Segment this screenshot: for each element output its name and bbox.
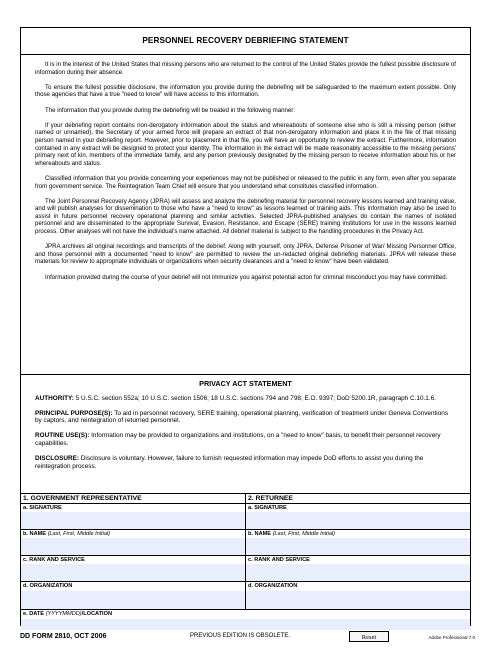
- statement-paragraph: The information that you provide during the debriefing will be treated in the following manner:: [45, 106, 295, 114]
- statement-paragraph: The Joint Personnel Recovery Agency (JPRA) will assess and analyze the debriefing material for personnel recovery lessons learned and training value, and will publish analyses for dissemination to those who have a "need to know" as lessons learned or training aids. This information may also be used to assist in future personnel recovery operational planning and similar activities. Selected JPRA-published analyses do contain the names of isolated personnel and are disseminated to the appropriate Survival, Evasion, Resistance, and Escape (SERE) training institutions for use in the lessons learned process. Other analyses will not have the individual's name attached. All debrief material is subject to the handling procedures in the Privacy Act.: [35, 197, 456, 236]
- gov-signature-label: a. SIGNATURE: [23, 505, 62, 511]
- form-footer: [20, 630, 475, 644]
- gov-rank-input[interactable]: [21, 564, 245, 581]
- date-location-label: [21, 610, 470, 617]
- gov-name-hint: (Last, First, Middle Initial): [47, 531, 111, 537]
- gov-signature-field: [21, 504, 245, 530]
- disclosure-statement: [35, 455, 456, 471]
- government-column: [21, 494, 246, 610]
- disclosure-label: DISCLOSURE:: [35, 454, 80, 462]
- gov-name-field: [21, 530, 245, 556]
- ret-name-label-text: b. NAME: [248, 531, 271, 537]
- statement-body: [21, 55, 470, 375]
- authority-statement: [35, 395, 456, 403]
- gov-org-field: [21, 582, 245, 610]
- gov-name-input[interactable]: [21, 538, 245, 555]
- location-label: /LOCATION: [81, 611, 113, 617]
- form-id: DD FORM 2810, OCT 2006: [20, 633, 107, 640]
- adobe-version: Adobe Professional 7.0: [428, 635, 475, 640]
- routine-text: Information may be provided to organizations and institutions, on a "need to know" basis, to benefit their personnel recovery capabilities.: [35, 432, 441, 447]
- statement-paragraph: Information provided during the course of your debrief will not immunize you against potential acton for criminal misconduct you may have committed.: [45, 273, 448, 281]
- gov-name-label-text: b. NAME: [23, 531, 46, 537]
- statement-paragraph: It is in the interest of the United States that missing persons who are returned to the control of the United States provide the fullest possible disclosure of information during their absence.: [35, 61, 456, 76]
- routine-label: ROUTINE USE(S):: [35, 432, 90, 440]
- ret-signature-input[interactable]: [246, 512, 470, 529]
- statement-paragraph: JPRA archives all original recordings and transcripts of the debrief. Along with yourself, only JPRA, Defense Prisoner of War/ Missing Personnel Office, and those personnel with a documented "need to know" are permitted to review the un-redacted original debriefing materials. JPRA will release these materials for review to appropriate individuals or organizations when security clearances and a "need to know" have been validated.: [35, 243, 456, 266]
- ret-name-input[interactable]: [246, 538, 470, 555]
- reset-button[interactable]: Reset: [349, 631, 389, 642]
- ret-org-field: [246, 582, 470, 610]
- ret-rank-input[interactable]: [246, 564, 470, 581]
- form-container: [20, 27, 471, 626]
- returnee-header: 2. RETURNEE: [246, 494, 470, 504]
- privacy-title: PRIVACY ACT STATEMENT: [199, 379, 292, 388]
- statement-paragraph: To ensure the fullest possible disclosure, the information you provide during the debriefing will be safeguarded to the maximum extent possible. Only those agencies that have a true "need to know" will have access to this information.: [35, 83, 456, 99]
- ret-rank-field: [246, 556, 470, 582]
- gov-rep-header: 1. GOVERNMENT REPRESENTATIVE: [21, 494, 245, 504]
- disclosure-text: Disclosure is voluntary. However, failure to furnish requested information may impede DoD efforts to assist you during the reintegration process.: [35, 454, 424, 470]
- date-location-input[interactable]: [21, 619, 470, 630]
- ret-rank-label: c. RANK AND SERVICE: [248, 557, 310, 563]
- ret-org-label: d. ORGANIZATION: [248, 583, 298, 589]
- obsolete-notice: PREVIOUS EDITION IS OBSOLETE.: [190, 633, 291, 639]
- statement-paragraph: If your debriefing report contains non-derogatory information about the status and whereabouts of someone else who is still a missing person (either named or unnamed), the Secretary of your armed force will prepare an extract of that non-derogatory information and place it in the file of that missing person named in your debriefing report. However, prior to placement in that file, you will have an opportunity to review the extract. Furthermore, information contained in any extract will be designed to protect your identity. The information in the extract will be made reasonably accessible to the missing persons' primary next of kin, members of the immediate family, and any person previously designated by the missing person to receive information about his or her whereabouts and status.: [35, 121, 456, 167]
- date-label: e. DATE: [23, 611, 45, 617]
- ret-org-input[interactable]: [246, 591, 470, 609]
- authority-label: AUTHORITY:: [35, 394, 74, 402]
- routine-use-statement: [35, 432, 456, 448]
- signature-grid: [21, 494, 470, 610]
- authority-text: 5 U.S.C. section 552a; 10 U.S.C. section 1506; 18 U.S.C. sections 794 and 798; E.O. 9397; DoD 5200.1R, paragraph C.10.1.6.: [75, 394, 436, 402]
- purpose-text: To aid in personnel recovery, SERE training, operational planning, verification of treatment under Geneva Conventions by captors, and reintegration of returned personnel.: [35, 409, 449, 425]
- privacy-act-section: [21, 375, 470, 494]
- purpose-label: PRINCIPAL PURPOSE(S):: [35, 409, 113, 417]
- date-hint: (YYYYMMDD): [45, 611, 82, 617]
- ret-signature-field: [246, 504, 470, 530]
- gov-name-label: [21, 530, 245, 537]
- purpose-statement: [35, 410, 456, 426]
- statement-paragraph: Classified information that you provide concerning your experiences may not be published or released to the public in any form, even after you separate from government service. The Reintegration Team Chief will ensure that you understand what constitutes classified information.: [35, 174, 456, 190]
- ret-name-field: [246, 530, 470, 556]
- gov-org-label: d. ORGANIZATION: [23, 583, 73, 589]
- returnee-column: [246, 494, 470, 610]
- ret-name-label: [246, 530, 470, 537]
- gov-org-input[interactable]: [21, 591, 245, 609]
- date-location-field: [21, 610, 470, 630]
- ret-signature-label: a. SIGNATURE: [248, 505, 287, 511]
- form-title: PERSONNEL RECOVERY DEBRIEFING STATEMENT: [21, 28, 470, 55]
- gov-signature-input[interactable]: [21, 512, 245, 529]
- gov-rank-field: [21, 556, 245, 582]
- ret-name-hint: (Last, First, Middle Initial): [272, 531, 336, 537]
- gov-rank-label: c. RANK AND SERVICE: [23, 557, 85, 563]
